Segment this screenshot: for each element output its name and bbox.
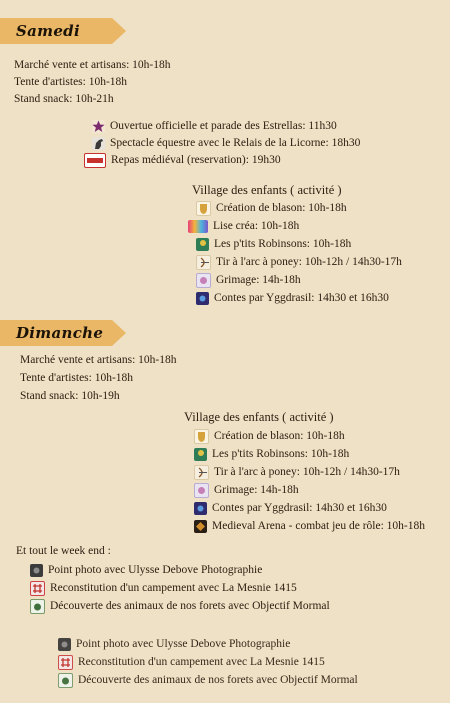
weekend-text: Découverte des animaux de nos forets avec Objectif Mormal [50,600,330,612]
parrot-icon [194,448,207,461]
village-text: Les p'tits Robinsons: 10h-18h [214,238,352,250]
crest-icon [30,581,45,596]
event-text: Repas médiéval (reservation): 19h30 [111,154,281,166]
dimanche-village-item [194,500,387,516]
samedi-village-item [196,272,301,288]
village-text: Grimage: 14h-18h [214,484,299,496]
samedi-event-item [92,118,337,134]
dimanche-banner [0,320,112,346]
dimanche-village-item [194,446,349,462]
dimanche-village-item [194,428,345,444]
samedi-general-line: Tente d'artistes: 10h-18h [14,76,128,88]
village-text: Contes par Yggdrasil: 14h30 et 16h30 [212,502,387,514]
book-icon [196,292,209,305]
event-text: Spectacle équestre avec le Relais de la Licorne: 18h30 [110,137,361,149]
book-icon [194,502,207,515]
dimanche-general-line: Tente d'artistes: 10h-18h [20,372,134,384]
village-text: Contes par Yggdrasil: 14h30 et 16h30 [214,292,389,304]
lise-crea-logo-icon [188,220,208,233]
camera-icon [30,564,43,577]
village-text: Création de blason: 10h-18h [216,202,347,214]
banquet-icon [84,153,106,168]
shield-icon [194,429,209,444]
weekend-text: Découverte des animaux de nos forets avec Objectif Mormal [78,674,358,686]
star-icon [92,120,105,133]
camera-icon [58,638,71,651]
makeup-icon [196,273,211,288]
dimanche-title: Dimanche [16,324,104,342]
village-text: Tir à l'arc à poney: 10h-12h / 14h30-17h [214,466,400,478]
weekend-item [30,562,262,578]
village-text: Création de blason: 10h-18h [214,430,345,442]
weekend-item-duplicate [58,636,290,652]
samedi-village-item [196,290,389,306]
samedi-village-item [196,254,402,270]
archer-icon [194,465,209,480]
weekend-item [30,580,297,596]
samedi-village-item [196,236,351,252]
weekend-text: Point photo avec Ulysse Debove Photographie [76,638,291,650]
samedi-event-item [84,152,281,168]
samedi-title: Samedi [16,22,80,40]
weekend-text: Reconstitution d'un campement avec La Mesnie 1415 [50,582,297,594]
event-text: Ouvertue officielle et parade des Estrellas: 11h30 [110,120,337,132]
village-text: Grimage: 14h-18h [216,274,301,286]
weekend-item-duplicate [58,654,325,670]
weekend-item-duplicate [58,672,358,688]
shield-icon [196,201,211,216]
village-text: Tir à l'arc à poney: 10h-12h / 14h30-17h [216,256,402,268]
crest-icon [58,655,73,670]
animal-icon [30,599,45,614]
samedi-event-item [92,135,360,151]
village-text: Lise créa: 10h-18h [213,220,300,232]
game-icon [194,520,207,533]
samedi-general-line: Stand snack: 10h-21h [14,93,114,105]
animal-icon [58,673,73,688]
dimanche-village-item [194,482,299,498]
archer-icon [196,255,211,270]
samedi-general-line: Marché vente et artisans: 10h-18h [14,59,171,71]
village-text: Medieval Arena - combat jeu de rôle: 10h-18h [212,520,425,532]
dimanche-village-title: Village des enfants ( activité ) [184,410,334,424]
weekend-title: Et tout le week end : [16,545,111,557]
samedi-village-item [188,218,299,234]
parrot-icon [196,238,209,251]
samedi-village-item [196,200,347,216]
dimanche-general-line: Stand snack: 10h-19h [20,390,120,402]
makeup-icon [194,483,209,498]
dimanche-village-item [194,464,400,480]
horse-icon [92,137,105,150]
samedi-banner [0,18,112,44]
dimanche-village-item [194,518,425,534]
samedi-village-title: Village des enfants ( activité ) [192,183,342,197]
weekend-text: Reconstitution d'un campement avec La Mesnie 1415 [78,656,325,668]
weekend-text: Point photo avec Ulysse Debove Photographie [48,564,263,576]
weekend-item [30,598,330,614]
village-text: Les p'tits Robinsons: 10h-18h [212,448,350,460]
dimanche-general-line: Marché vente et artisans: 10h-18h [20,354,177,366]
